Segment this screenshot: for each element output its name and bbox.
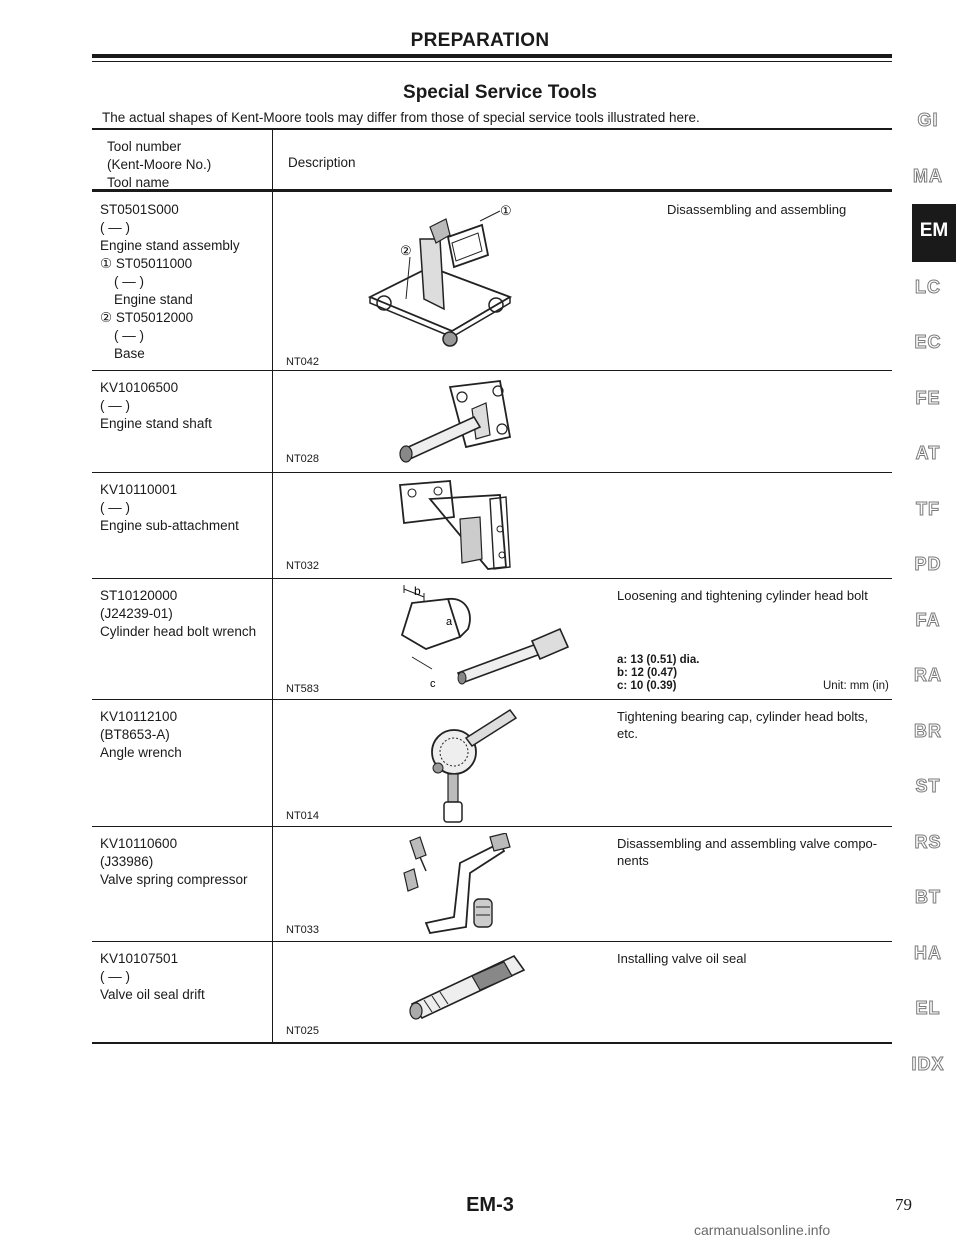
tool-id xyxy=(100,481,239,535)
table-row xyxy=(92,371,892,472)
tool-name: Engine sub-attachment xyxy=(100,518,239,533)
watermark: carmanualsonline.info xyxy=(694,1222,831,1238)
tool-id xyxy=(100,835,248,889)
section-tab-rs[interactable]: RS xyxy=(914,832,942,852)
tool-id xyxy=(100,379,212,433)
tool-name: Engine stand shaft xyxy=(100,416,212,431)
tool-name: Engine stand assembly xyxy=(100,238,240,253)
valve-oil-seal-drift-illustration xyxy=(402,950,532,1022)
table-head-col2: Description xyxy=(288,155,356,170)
tool-number: KV10110600 xyxy=(100,836,178,851)
section-tab-ra[interactable]: RA xyxy=(914,665,942,685)
tool-description: Loosening and tightening cylinder head bolt xyxy=(617,588,868,603)
spec-line: c: 10 (0.39) xyxy=(617,680,677,692)
page-header-title: PREPARATION xyxy=(410,30,550,51)
kent-moore-number: ( — ) xyxy=(100,220,130,235)
table-row xyxy=(92,579,892,699)
figure-code: NT025 xyxy=(286,1025,320,1037)
spec-line: a: 13 (0.51) dia. xyxy=(617,654,700,666)
tool-name: Cylinder head bolt wrench xyxy=(100,624,257,639)
figure-code: NT028 xyxy=(286,453,320,465)
head-col1-line: (Kent-Moore No.) xyxy=(107,157,212,172)
valve-spring-compressor-illustration xyxy=(390,833,530,937)
kent-moore-number: (BT8653-A) xyxy=(100,727,170,742)
head-col1-line: Tool name xyxy=(107,175,170,190)
table-row xyxy=(92,942,892,1042)
tool-name: Angle wrench xyxy=(100,745,182,760)
description-line: Tightening bearing cap, cylinder head bolts, xyxy=(617,709,869,724)
section-tab-lc[interactable]: LC xyxy=(915,277,941,297)
tool-number: KV10106500 xyxy=(100,380,179,395)
figure-code: NT014 xyxy=(286,810,320,822)
table-head-col1 xyxy=(107,138,211,192)
table-top-rule xyxy=(92,128,892,130)
sub-tool-number: ② ST05012000 xyxy=(100,310,194,325)
section-tab-bt[interactable]: BT xyxy=(915,887,941,907)
angle-wrench-illustration xyxy=(414,704,524,826)
section-tab-fa[interactable]: FA xyxy=(915,610,941,630)
description-line: Disassembling and assembling valve compo- xyxy=(617,836,878,851)
table-row xyxy=(92,193,892,370)
sub-tool-name: Engine stand xyxy=(114,292,193,307)
kent-moore-number: ( — ) xyxy=(100,500,130,515)
dimension-label: c xyxy=(430,678,436,690)
footer-page-number: 79 xyxy=(895,1195,912,1214)
tool-name: Valve oil seal drift xyxy=(100,987,205,1002)
footer-page-label: EM-3 xyxy=(466,1194,514,1216)
cylinder-head-bolt-wrench-illustration xyxy=(382,583,572,693)
table-bottom-rule xyxy=(92,1042,892,1044)
section-intro: The actual shapes of Kent-Moore tools may differ from those of special service tools illustrated here. xyxy=(102,110,700,125)
tool-description xyxy=(617,835,877,869)
tool-description: Disassembling and assembling xyxy=(667,202,847,217)
engine-stand-shaft-illustration xyxy=(390,377,520,467)
tool-name: Valve spring compressor xyxy=(100,872,248,887)
tool-id xyxy=(100,708,182,762)
figure-callout: ② xyxy=(400,243,412,258)
figure-code: NT042 xyxy=(286,356,320,368)
sub-tool-name: Base xyxy=(114,346,145,361)
description-line: etc. xyxy=(617,726,638,741)
tool-number: KV10107501 xyxy=(100,951,179,966)
kent-moore-number: (J24239-01) xyxy=(100,606,173,621)
dimension-label: a xyxy=(446,616,453,628)
table-row xyxy=(92,827,892,941)
section-tab-ec[interactable]: EC xyxy=(914,332,942,352)
figure-callout: ① xyxy=(500,203,512,218)
section-tab-br[interactable]: BR xyxy=(914,721,942,741)
kent-moore-number: ( — ) xyxy=(100,398,130,413)
section-tab-el[interactable]: EL xyxy=(915,998,941,1018)
tool-id xyxy=(100,950,205,1004)
spec-line: b: 12 (0.47) xyxy=(617,667,678,679)
section-tab-gi[interactable]: GI xyxy=(917,110,939,130)
header-rule xyxy=(92,54,892,58)
tool-id xyxy=(100,201,240,363)
dimension-label: b xyxy=(414,584,421,598)
sub-tool-number: ① ST05011000 xyxy=(100,256,193,271)
figure-code: NT032 xyxy=(286,560,320,572)
tool-number: ST0501S000 xyxy=(100,202,179,217)
table-row xyxy=(92,473,892,578)
tool-number: ST10120000 xyxy=(100,588,178,603)
figure-code: NT583 xyxy=(286,683,320,695)
section-tab-ma[interactable]: MA xyxy=(913,166,943,186)
table-row xyxy=(92,700,892,826)
sub-kent-moore-number: ( — ) xyxy=(114,328,144,343)
engine-sub-attachment-illustration xyxy=(390,479,520,571)
tool-number: KV10110001 xyxy=(100,482,178,497)
section-tab-at[interactable]: AT xyxy=(915,443,941,463)
head-col1-line: Tool number xyxy=(107,139,182,154)
section-tab-ha[interactable]: HA xyxy=(914,943,942,963)
tool-description xyxy=(617,708,868,742)
section-tab-pd[interactable]: PD xyxy=(914,554,942,574)
tool-table xyxy=(92,128,892,1046)
section-tab-st[interactable]: ST xyxy=(915,776,941,796)
tool-specs xyxy=(617,654,699,693)
section-tab-idx[interactable]: IDX xyxy=(911,1054,945,1074)
engine-stand-illustration xyxy=(360,199,520,354)
unit-note: Unit: mm (in) xyxy=(823,680,889,692)
section-title: Special Service Tools xyxy=(403,82,597,103)
tool-description: Installing valve oil seal xyxy=(617,951,747,966)
section-tab-fe[interactable]: FE xyxy=(915,388,941,408)
kent-moore-number: (J33986) xyxy=(100,854,154,869)
figure-code: NT033 xyxy=(286,924,320,936)
section-tab-tf[interactable]: TF xyxy=(916,499,940,519)
sub-kent-moore-number: ( — ) xyxy=(114,274,144,289)
kent-moore-number: ( — ) xyxy=(100,969,130,984)
table-head-rule xyxy=(92,189,892,192)
tool-id xyxy=(100,587,256,641)
tool-number: KV10112100 xyxy=(100,709,178,724)
header-rule-thin xyxy=(92,61,892,62)
section-tab-em[interactable]: EM xyxy=(919,220,949,241)
description-line: nents xyxy=(617,853,649,868)
